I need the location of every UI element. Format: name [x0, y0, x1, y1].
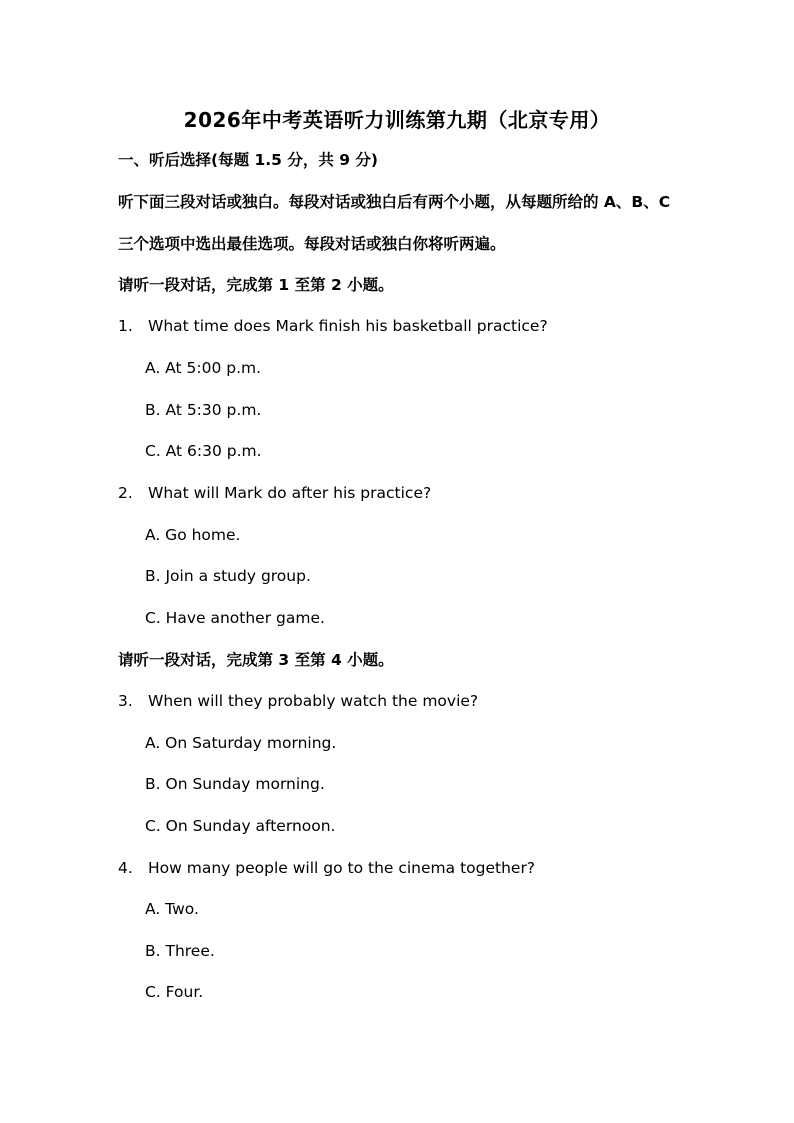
question-2: [118, 483, 431, 503]
section-heading: 一、听后选择(每题 1.5 分，共 9 分): [118, 151, 378, 169]
option-3b: B. On Sunday morning.: [145, 775, 325, 793]
option-2b: B. Join a study group.: [145, 567, 311, 585]
question-text: What will Mark do after his practice?: [148, 484, 432, 502]
option-1b: B. At 5:30 p.m.: [145, 401, 262, 419]
option-2a: A. Go home.: [145, 526, 241, 544]
instruction-line-2: 三个选项中选出最佳选项。每段对话或独白你将听两遍。: [118, 235, 506, 253]
instruction-line-1: 听下面三段对话或独白。每段对话或独白后有两个小题，从每题所给的 A、B、C: [118, 193, 671, 211]
question-number: 1.: [118, 317, 133, 335]
option-1a: A. At 5:00 p.m.: [145, 359, 262, 377]
question-number: 2.: [118, 484, 133, 502]
option-4c: C. Four.: [145, 983, 204, 1001]
question-1: [118, 316, 548, 336]
question-number: 3.: [118, 692, 133, 710]
option-4b: B. Three.: [145, 942, 215, 960]
group-prompt-1: 请听一段对话，完成第 1 至第 2 小题。: [118, 276, 394, 294]
question-4: [118, 858, 535, 878]
question-number: 4.: [118, 859, 133, 877]
page-title: 2026年中考英语听力训练第九期（北京专用）: [183, 108, 611, 132]
group-prompt-2: 请听一段对话，完成第 3 至第 4 小题。: [118, 651, 394, 669]
question-text: How many people will go to the cinema together?: [148, 859, 536, 877]
question-text: When will they probably watch the movie?: [148, 692, 479, 710]
option-3a: A. On Saturday morning.: [145, 734, 337, 752]
option-2c: C. Have another game.: [145, 609, 325, 627]
question-text: What time does Mark finish his basketball practice?: [148, 317, 548, 335]
option-3c: C. On Sunday afternoon.: [145, 817, 336, 835]
option-1c: C. At 6:30 p.m.: [145, 442, 262, 460]
question-3: [118, 691, 478, 711]
option-4a: A. Two.: [145, 900, 199, 918]
